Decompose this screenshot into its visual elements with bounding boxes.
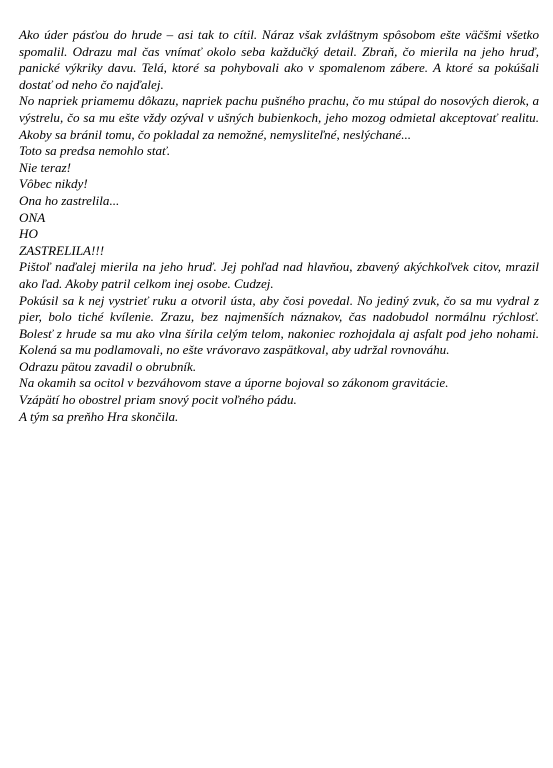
paragraph-5: Vôbec nikdy! <box>19 176 88 192</box>
paragraph-15: A tým sa preňho Hra skončila. <box>19 408 179 424</box>
paragraph-14: Vzápätí ho obostrel priam snový pocit voľného pádu. <box>19 392 297 408</box>
paragraph-7: ONA <box>19 209 46 225</box>
paragraph-3: Toto sa predsa nemohlo stať. <box>19 143 171 159</box>
paragraph-2: No napriek priamemu dôkazu, napriek pachu pušného prachu, čo mu stúpal do nosových dierok, a výstrelu, čo sa mu ešte vždy ozýval v ušných bubienkoch, jeho mozog odmietal akceptovať realitu. Akoby sa bránil tomu, čo pokladal za nemožné, nemysliteľné, neslýchané... <box>19 93 539 142</box>
paragraph-1: Ako úder pásťou do hrude – asi tak to cítil. Náraz však zvláštnym spôsobom ešte väčšmi všetko spomalil. Odrazu mal čas vnímať okolo seba každučký detail. Zbraň, čo mierila na jeho hruď, panické výkriky davu. Telá, ktoré sa pohybovali ako v spomalenom zábere. A ktoré sa pokúšali dostať od neho čo najďalej. <box>19 27 539 92</box>
document-page <box>19 27 539 425</box>
paragraph-6: Ona ho zastrelila... <box>19 192 120 208</box>
paragraph-4: Nie teraz! <box>19 159 72 175</box>
paragraph-9: ZASTRELILA!!! <box>19 242 105 258</box>
paragraph-13: Na okamih sa ocitol v bezváhovom stave a úporne bojoval so zákonom gravitácie. <box>19 375 449 391</box>
paragraph-10: Pištoľ naďalej mierila na jeho hruď. Jej pohľad nad hlavňou, zbavený akýchkoľvek citov, mrazil ako ľad. Akoby patril celkom inej osobe. Cudzej. <box>19 259 539 291</box>
paragraph-12: Odrazu pätou zavadil o obrubník. <box>19 358 197 374</box>
paragraph-8: HO <box>19 226 38 242</box>
paragraph-11: Pokúsil sa k nej vystrieť ruku a otvoril ústa, aby čosi povedal. No jediný zvuk, čo sa mu vydral z pier, bolo tiché kvílenie. Zrazu, bez najmenších náznakov, čas nadobudol normálnu rýchlosť. Bolesť z hrude sa mu ako vlna šírila celým telom, nakoniec rozhojdala aj asfalt pod jeho nohami. Kolená sa mu podlamovali, no ešte vrávoravo zaspätkoval, aby udržal rovnováhu. <box>19 292 539 358</box>
